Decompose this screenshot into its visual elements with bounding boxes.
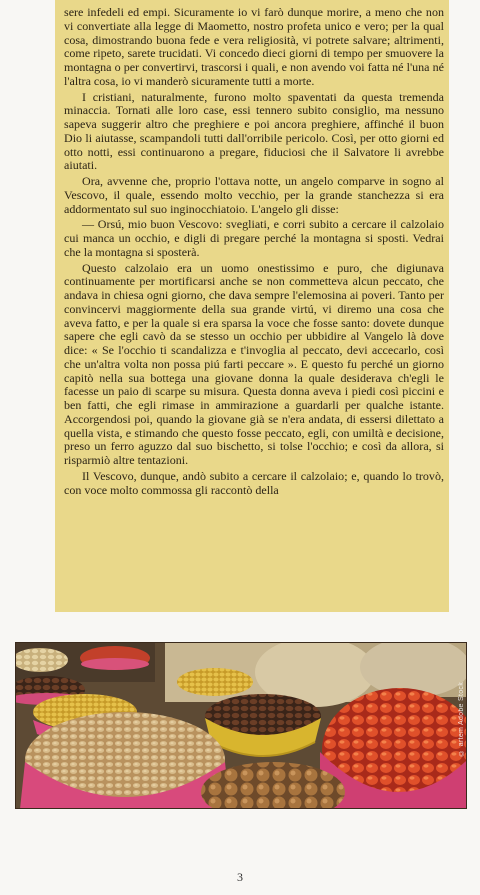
paragraph-5: Questo calzolaio era un uomo onestissimo e puro, che digiunava continuamente per mortificarsi anche se non commetteva alcun peccato, che andava in chiesa ogni giorno, che dava sempre l'elemosina ai poveri. Tanto per convincervi maggiormente della sua grande virtú, vi diremo una cosa che aveva fatto, e per la quale si era sparsa la voce che fosse santo: dovete dunque sapere che egli cavò da se stesso un occhio per ubbidire al Vangelo là dove dice: « Se l'occhio ti scandalizza e t'invoglia al peccato, devi accecarlo, così che un'altra volta non possa piú farti peccare ». E questo fu perché un giorno capitò nella sua bottega una giovane donna la quale desiderava ch'egli le facesse un paio di scarpe su misura. Questa donna aveva i piedi così piccini e ben fatti, che egli rimase in ammirazione a guardarli per qualche istante. Accorgendosi poi, quando la giovane già se n'era andata, di essersi dilettato a quella vista, e stimando che questo fosse peccato, egli, con umiltà e decisione, preso un ferro aguzzo dal suo bischetto, si tolse l'occhio; e così da allora, si risparmiò altre tentazioni. [64, 260, 444, 467]
paragraph-4: — Orsú, mio buon Vescovo: svegliati, e corri subito a cercare il calzolaio cui manca un occhio, e digli di pregare perché la montagna si sposti. Vedrai che la montagna si sposterà. [64, 217, 444, 259]
page-number: 3 [237, 870, 243, 884]
photo-credit: © artem Adobe Stock [458, 682, 465, 756]
paragraph-6: Il Vescovo, dunque, andò subito a cercare il calzolaio; e, quando lo trovò, con voce molto commossa gli raccontò della [64, 468, 444, 497]
paragraph-1: sere infedeli ed empi. Sicuramente io vi farò dunque morire, a meno che non vi convertiate alla legge di Maometto, nostro profeta unico e vero; per la qual cosa, dimostrando buona fede e vera religiosità, vi potrete salvare; altrimenti, come ripeto, sarete trucidati. Vi concedo dieci giorni di tempo per smuovere la montagna o per convertirvi, trascorsi i quali, e non avendo voi fatta né l'una né l'altra cosa, io vi manderò sicuramente tutti a morte. [64, 5, 444, 88]
paragraph-2: I cristiani, naturalmente, furono molto spaventati da questa tremenda minaccia. Tornati alle loro case, essi tennero subito consiglio, ma nessuno sapeva suggerir altro che preghiere e poi ancora preghiere, affinché il buon Dio li aiutasse, scampandoli tutti dall'orribile pericolo. Così, per otto giorni ed otto notti, essi continuarono a pregare, fiduciosi che il Salvatore li avrebbe aiutati. [64, 89, 444, 173]
market-photo [15, 642, 467, 809]
dried-fruits-nuts-illustration [15, 642, 467, 809]
paragraph-3: Ora, avvenne che, proprio l'ottava notte, un angelo comparve in sogno al Vescovo, il quale, essendo molto vecchio, per la grande stanchezza si era addormentato sul suo inginocchiatoio. L'angelo gli disse: [64, 174, 444, 216]
story-text [64, 6, 444, 499]
